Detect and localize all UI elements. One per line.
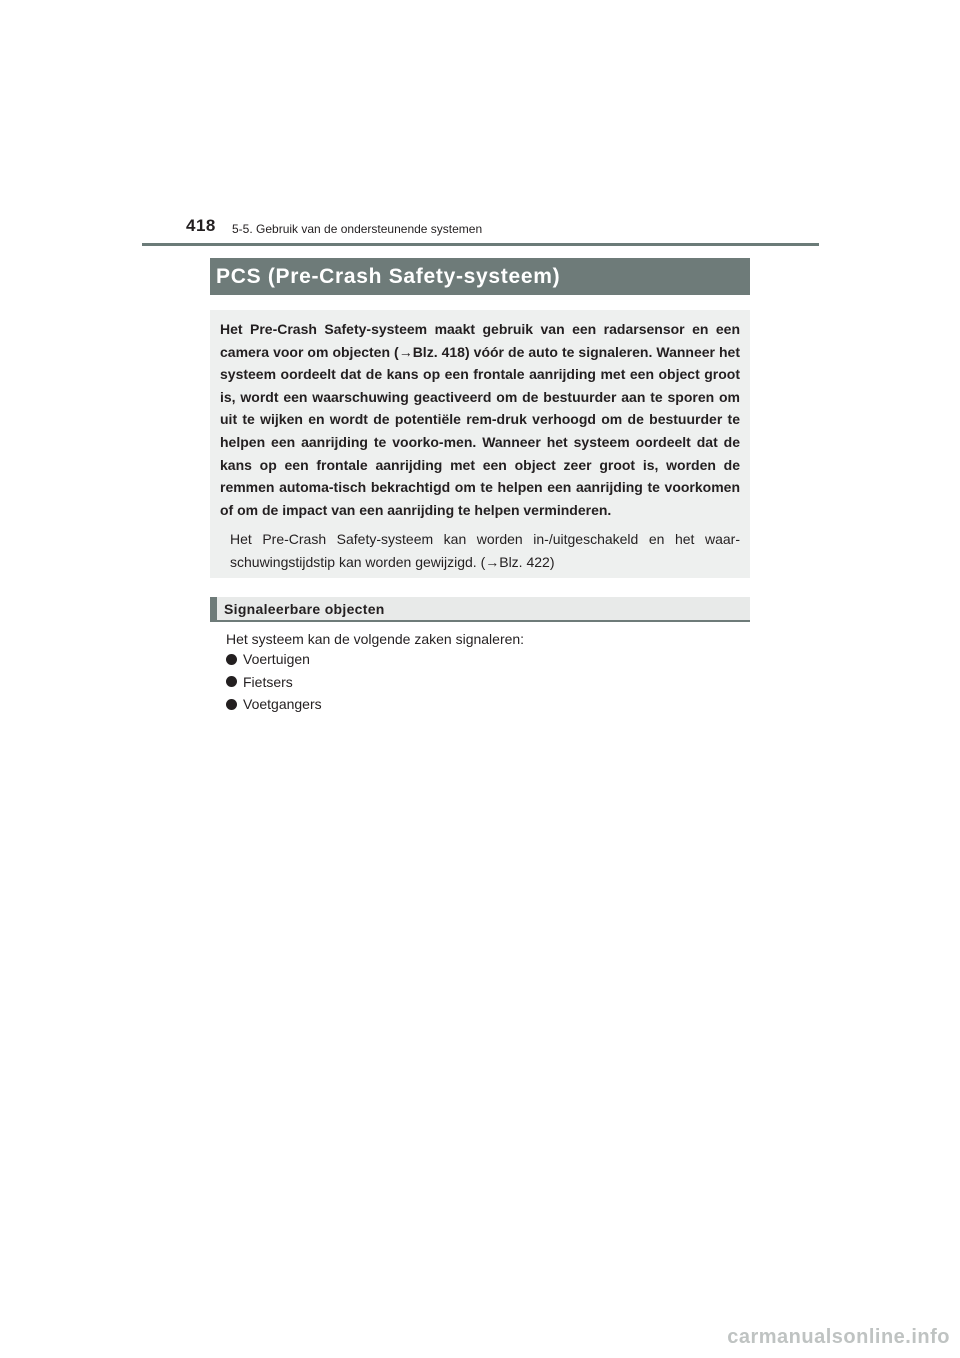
intro-note: Het Pre-Crash Safety-systeem kan worden in-/uitgeschakeld en het waar-schuwingstijdstip kan worden gewijzigd. (→Blz. 422): [230, 531, 740, 570]
bullet-icon: [226, 676, 237, 687]
subsection-text: Het systeem kan de volgende zaken signaleren:: [226, 631, 525, 647]
title-bar: [210, 258, 750, 295]
list-item-label: Fietsers: [243, 673, 293, 690]
intro-text: Het Pre-Crash Safety-systeem maakt gebruik van een radarsensor en een camera voor om objecten (→Blz. 418) vóór de auto te signaleren. Wanneer het systeem oordeelt dat de kans op een frontale aanrijding met een object groot is, wordt een waarschuwing geactiveerd om de bestuurder aan te sporen om uit te wijken en wordt de potentiële rem-druk verhoogd om de bestuurder te helpen een aanrijding te voorko-men. Wanneer het systeem oordeelt dat de kans op een frontale aanrijding met een object zeer groot is, worden de remmen automa-tisch bekrachtigd om te helpen een aanrijding te voorkomen of om de impact van een aanrijding te helpen verminderen.: [220, 321, 740, 518]
bullet-icon: [226, 654, 237, 665]
list-item-label: Voertuigen: [243, 651, 310, 667]
subsection-header: [210, 597, 750, 622]
header-rule: [142, 243, 819, 246]
intro-box: [210, 310, 750, 578]
section-path: 5-5. Gebruik van de ondersteunende systemen: [232, 222, 483, 236]
watermark: carmanualsonline.info: [727, 1326, 950, 1348]
bullet-icon: [226, 699, 237, 710]
subsection-accent: [210, 597, 217, 620]
detectable-objects-list: [226, 648, 322, 716]
subsection-title: Signaleerbare objecten: [224, 601, 385, 617]
page-number: 418: [186, 216, 216, 235]
list-item: [226, 648, 322, 671]
page-title: PCS (Pre-Crash Safety-systeem): [216, 265, 561, 288]
list-item: [226, 693, 322, 716]
list-item: [226, 671, 322, 694]
list-item-label: Voetgangers: [243, 696, 322, 712]
